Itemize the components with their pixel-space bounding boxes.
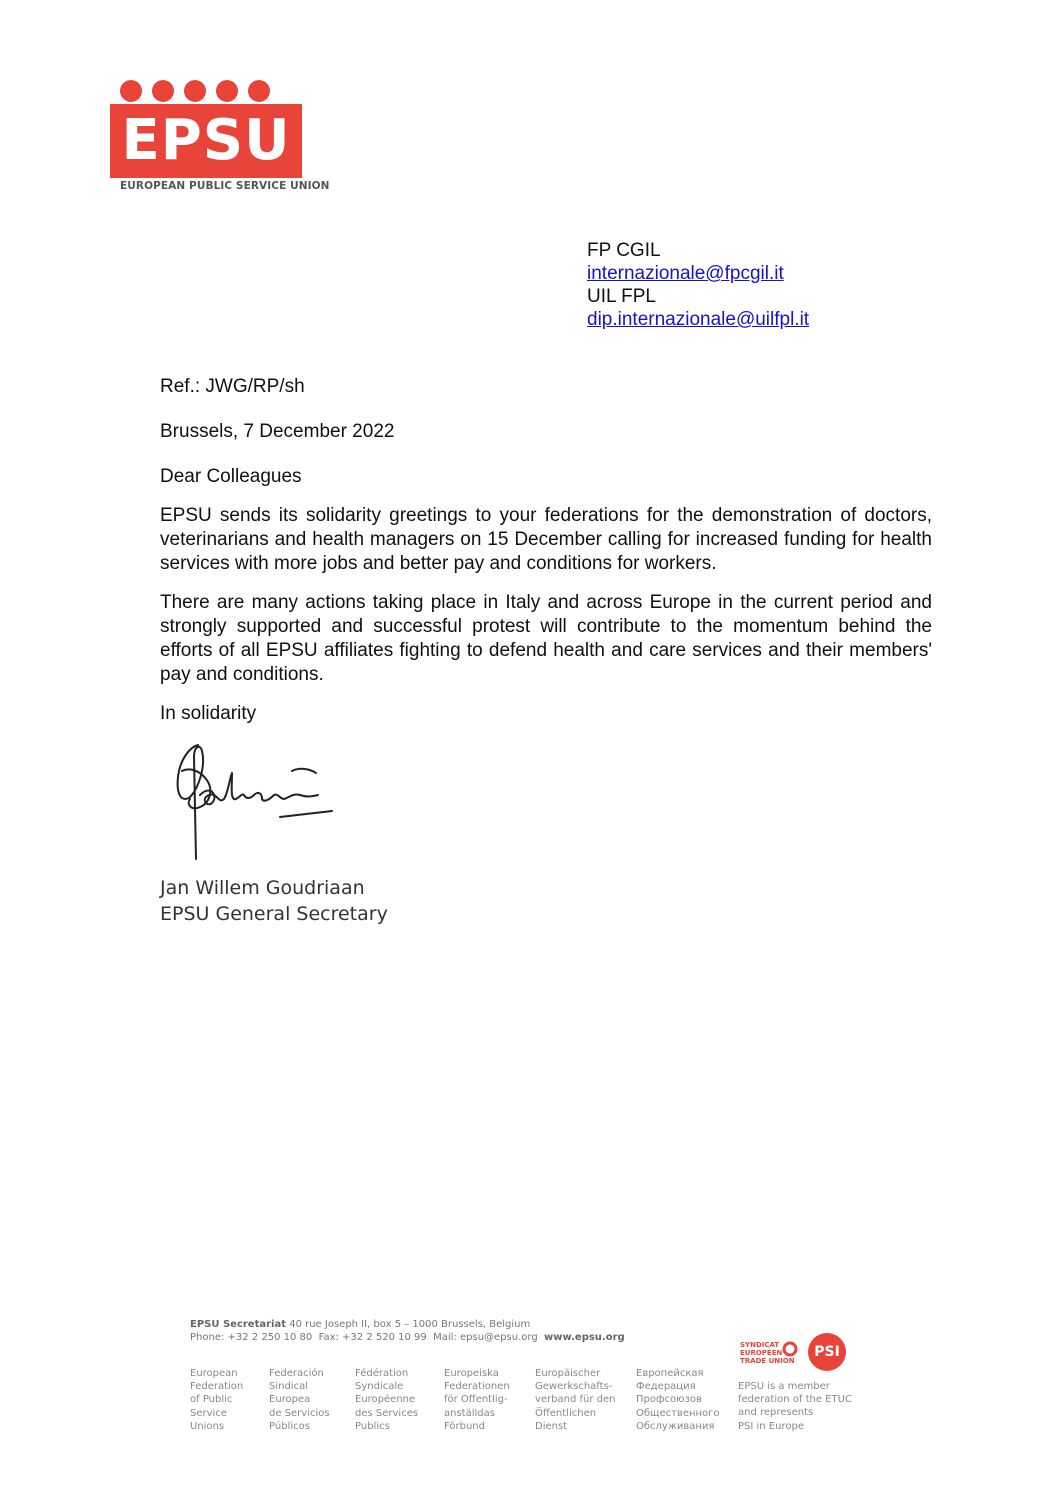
footer-contact [190,1318,625,1344]
footer-language-column [190,1367,243,1433]
logo-subtitle: EUROPEAN PUBLIC SERVICE UNION [120,180,330,192]
lang-line: Europea [269,1394,311,1406]
lang-line: verband für den [535,1394,616,1406]
logo-dot [216,80,238,102]
lang-line: Европейская [636,1368,704,1379]
lang-line: Federation [190,1381,244,1393]
footer-language-column [636,1367,720,1433]
footer-fax: Fax: +32 2 520 10 99 [318,1332,427,1343]
etuc-logo-line: TRADE UNION [740,1357,795,1365]
lang-line: Publics [355,1420,390,1432]
recipient-name: FP CGIL [587,240,661,261]
epsu-logo [108,74,330,198]
lang-line: des Services [355,1407,419,1419]
psi-logo: PSI [808,1333,846,1371]
salutation: Dear Colleagues [160,466,302,487]
reference-line: Ref.: JWG/RP/sh [160,376,305,397]
lang-line: Sindical [269,1381,308,1393]
recipient-email-link[interactable]: internazionale@fpcgil.it [587,263,784,284]
lang-line: Service [190,1407,227,1419]
lang-line: Europeiska [444,1368,499,1379]
footer-language-column [269,1367,330,1433]
lang-line: Européenne [355,1394,416,1406]
lang-line: för Offentlig- [444,1394,508,1406]
member-note-line: PSI in Europe [738,1420,804,1432]
member-note-line: and represents [738,1407,814,1419]
lang-line: Syndicale [355,1381,404,1393]
footer-secretariat-label: EPSU Secretariat [190,1319,287,1330]
logo-dot [120,80,142,102]
logo-dot [184,80,206,102]
footer-phone: Phone: +32 2 250 10 80 [190,1332,313,1343]
footer-language-column [444,1367,510,1433]
lang-line: Públicos [269,1420,310,1432]
lang-line: de Servicios [269,1407,330,1419]
lang-line: Öffentlichen [535,1407,597,1419]
lang-line: Förbund [444,1420,485,1432]
letter-date: Brussels, 7 December 2022 [160,421,395,442]
closing: In solidarity [160,703,257,724]
member-note-line: EPSU is a member [738,1381,830,1392]
paragraph-1: EPSU sends its solidarity greetings to your federations for the demonstration of doctors, veterinarians and health managers on 15 December calling for increased funding for health services with more jobs and better pay and conditions for workers. [160,505,932,574]
lang-line: Общественного [636,1407,720,1419]
lang-line: Обслуживания [636,1420,715,1432]
lang-line: European [190,1368,238,1379]
etuc-logo-line: SYNDICAT [740,1341,780,1349]
footer-address: 40 rue Joseph II, box 5 – 1000 Brussels, Belgium [289,1319,531,1330]
lang-line: Gewerkschafts- [535,1381,613,1393]
footer-language-column [355,1367,418,1433]
lang-line: anställdas [444,1407,495,1419]
lang-line: of Public [190,1394,233,1406]
footer-mail[interactable]: Mail: epsu@epsu.org [433,1332,538,1343]
paragraph-2: There are many actions taking place in Italy and across Europe in the current period and strongly supported and successful protest will contribute to the momentum behind the efforts of all EPSU affiliates fighting to defend health and care services and their members' pay and conditions. [160,592,932,685]
lang-line: Профсоюзов [636,1394,702,1406]
recipients-block [587,239,809,331]
lang-line: Unions [190,1420,225,1432]
etuc-logo [738,1339,798,1369]
logo-wordmark: EPSU [110,104,302,178]
lang-line: Federación [269,1368,324,1379]
lang-line: Dienst [535,1420,568,1432]
lang-line: Fédération [355,1368,409,1379]
lang-line: Federationen [444,1381,510,1393]
member-note [738,1380,852,1433]
footer-language-column [535,1367,616,1433]
signer-name: Jan Willem Goudriaan [160,877,365,899]
recipient-name: UIL FPL [587,286,656,307]
logo-dot [152,80,174,102]
handwritten-signature [160,737,340,867]
etuc-logo-line: EUROPÉEN [740,1349,783,1357]
lang-line: Europäischer [535,1368,601,1379]
member-note-line: federation of the ETUC [738,1394,852,1406]
footer-website-link[interactable]: www.epsu.org [544,1332,625,1343]
recipient-email-link[interactable]: dip.internazionale@uilfpl.it [587,309,810,330]
signer-title: EPSU General Secretary [160,903,388,925]
lang-line: Федерация [636,1381,696,1393]
logo-dot [248,80,270,102]
